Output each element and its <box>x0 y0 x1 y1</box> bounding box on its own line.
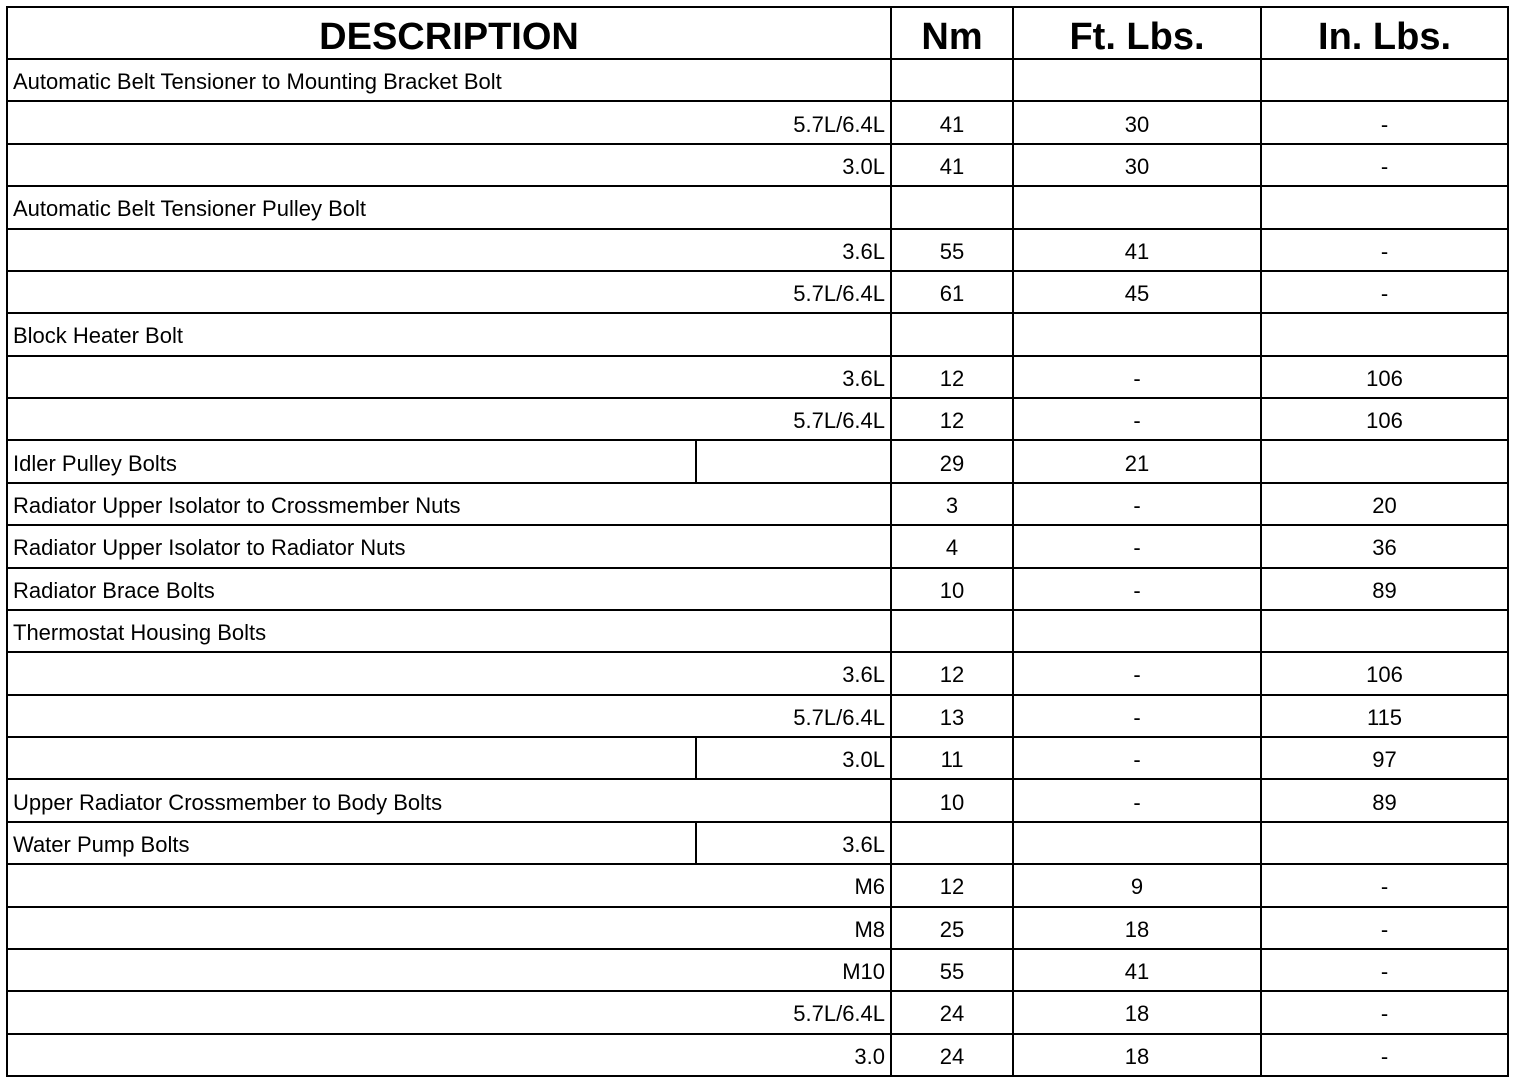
header-nm: Nm <box>891 7 1013 59</box>
cell-ft-lbs: - <box>1013 568 1261 610</box>
cell-ft-lbs <box>1013 313 1261 355</box>
cell-ft-lbs: - <box>1013 525 1261 567</box>
row-variant: 3.0L <box>7 144 891 186</box>
table-row <box>7 822 1508 864</box>
row-variant: M6 <box>7 864 891 906</box>
table-row <box>7 864 1508 906</box>
cell-in-lbs <box>1261 59 1508 101</box>
cell-ft-lbs: 18 <box>1013 1034 1261 1076</box>
row-description: Automatic Belt Tensioner Pulley Bolt <box>7 186 891 228</box>
cell-in-lbs <box>1261 186 1508 228</box>
cell-ft-lbs: 30 <box>1013 144 1261 186</box>
row-variant: 3.6L <box>7 652 891 694</box>
cell-nm: 24 <box>891 991 1013 1033</box>
cell-ft-lbs: 41 <box>1013 229 1261 271</box>
cell-nm: 25 <box>891 907 1013 949</box>
row-description <box>7 737 696 779</box>
table-row <box>7 440 1508 482</box>
table-header-row <box>7 7 1508 59</box>
cell-in-lbs: - <box>1261 271 1508 313</box>
cell-in-lbs: 89 <box>1261 568 1508 610</box>
header-in-lbs: In. Lbs. <box>1261 7 1508 59</box>
cell-ft-lbs: - <box>1013 737 1261 779</box>
cell-nm: 41 <box>891 101 1013 143</box>
cell-ft-lbs <box>1013 186 1261 228</box>
cell-nm: 41 <box>891 144 1013 186</box>
table-row <box>7 186 1508 228</box>
cell-in-lbs: - <box>1261 991 1508 1033</box>
cell-nm <box>891 59 1013 101</box>
table-row <box>7 695 1508 737</box>
cell-in-lbs: - <box>1261 101 1508 143</box>
cell-in-lbs: 97 <box>1261 737 1508 779</box>
table-row <box>7 610 1508 652</box>
table-row <box>7 271 1508 313</box>
cell-nm: 12 <box>891 398 1013 440</box>
cell-in-lbs: 89 <box>1261 779 1508 821</box>
header-description: DESCRIPTION <box>7 7 891 59</box>
cell-in-lbs: 106 <box>1261 398 1508 440</box>
cell-nm: 55 <box>891 949 1013 991</box>
table-row <box>7 229 1508 271</box>
cell-in-lbs: 106 <box>1261 356 1508 398</box>
cell-ft-lbs: - <box>1013 652 1261 694</box>
cell-ft-lbs <box>1013 59 1261 101</box>
cell-nm: 24 <box>891 1034 1013 1076</box>
cell-nm: 12 <box>891 356 1013 398</box>
row-variant: M10 <box>7 949 891 991</box>
row-variant <box>696 440 891 482</box>
row-variant: 5.7L/6.4L <box>7 101 891 143</box>
table-row <box>7 568 1508 610</box>
cell-ft-lbs: 18 <box>1013 991 1261 1033</box>
cell-nm: 11 <box>891 737 1013 779</box>
cell-in-lbs: - <box>1261 144 1508 186</box>
cell-nm: 10 <box>891 779 1013 821</box>
row-description: Upper Radiator Crossmember to Body Bolts <box>7 779 891 821</box>
row-description: Radiator Upper Isolator to Radiator Nuts <box>7 525 891 567</box>
table-row <box>7 59 1508 101</box>
row-variant: M8 <box>7 907 891 949</box>
cell-ft-lbs <box>1013 610 1261 652</box>
cell-nm: 12 <box>891 652 1013 694</box>
cell-ft-lbs: 30 <box>1013 101 1261 143</box>
row-variant: 3.6L <box>7 229 891 271</box>
row-description: Idler Pulley Bolts <box>7 440 696 482</box>
cell-in-lbs: 36 <box>1261 525 1508 567</box>
cell-nm: 55 <box>891 229 1013 271</box>
table-row <box>7 652 1508 694</box>
cell-in-lbs: 106 <box>1261 652 1508 694</box>
table-row <box>7 101 1508 143</box>
row-description: Water Pump Bolts <box>7 822 696 864</box>
cell-ft-lbs: - <box>1013 398 1261 440</box>
row-variant: 5.7L/6.4L <box>7 695 891 737</box>
cell-in-lbs: 20 <box>1261 483 1508 525</box>
row-variant: 3.0L <box>696 737 891 779</box>
row-variant: 5.7L/6.4L <box>7 991 891 1033</box>
row-variant: 3.0 <box>7 1034 891 1076</box>
cell-in-lbs: - <box>1261 907 1508 949</box>
table-row <box>7 1034 1508 1076</box>
table-row <box>7 949 1508 991</box>
cell-ft-lbs: - <box>1013 483 1261 525</box>
cell-in-lbs: - <box>1261 1034 1508 1076</box>
row-description: Radiator Upper Isolator to Crossmember Nuts <box>7 483 891 525</box>
table-row <box>7 483 1508 525</box>
row-description: Radiator Brace Bolts <box>7 568 891 610</box>
table-row <box>7 313 1508 355</box>
row-description: Thermostat Housing Bolts <box>7 610 891 652</box>
cell-nm <box>891 313 1013 355</box>
cell-ft-lbs: 45 <box>1013 271 1261 313</box>
cell-nm: 4 <box>891 525 1013 567</box>
cell-in-lbs <box>1261 313 1508 355</box>
row-variant: 5.7L/6.4L <box>7 271 891 313</box>
cell-nm: 13 <box>891 695 1013 737</box>
table-row <box>7 525 1508 567</box>
cell-nm <box>891 610 1013 652</box>
table-row <box>7 144 1508 186</box>
torque-specifications-table <box>6 6 1509 1077</box>
header-ft-lbs: Ft. Lbs. <box>1013 7 1261 59</box>
cell-in-lbs: - <box>1261 864 1508 906</box>
cell-ft-lbs: - <box>1013 356 1261 398</box>
row-variant: 3.6L <box>696 822 891 864</box>
cell-ft-lbs: 18 <box>1013 907 1261 949</box>
cell-in-lbs <box>1261 440 1508 482</box>
row-description: Automatic Belt Tensioner to Mounting Bracket Bolt <box>7 59 891 101</box>
cell-nm: 10 <box>891 568 1013 610</box>
cell-in-lbs: 115 <box>1261 695 1508 737</box>
cell-ft-lbs: 9 <box>1013 864 1261 906</box>
cell-ft-lbs: 41 <box>1013 949 1261 991</box>
cell-in-lbs: - <box>1261 949 1508 991</box>
cell-nm <box>891 822 1013 864</box>
table-row <box>7 779 1508 821</box>
cell-ft-lbs <box>1013 822 1261 864</box>
cell-nm <box>891 186 1013 228</box>
cell-in-lbs: - <box>1261 229 1508 271</box>
cell-ft-lbs: - <box>1013 695 1261 737</box>
row-variant: 5.7L/6.4L <box>7 398 891 440</box>
cell-in-lbs <box>1261 610 1508 652</box>
cell-nm: 29 <box>891 440 1013 482</box>
cell-nm: 61 <box>891 271 1013 313</box>
cell-ft-lbs: 21 <box>1013 440 1261 482</box>
table-row <box>7 356 1508 398</box>
row-variant: 3.6L <box>7 356 891 398</box>
table-row <box>7 907 1508 949</box>
cell-nm: 3 <box>891 483 1013 525</box>
cell-nm: 12 <box>891 864 1013 906</box>
table-row <box>7 398 1508 440</box>
table-row <box>7 991 1508 1033</box>
row-description: Block Heater Bolt <box>7 313 891 355</box>
table-row <box>7 737 1508 779</box>
cell-in-lbs <box>1261 822 1508 864</box>
cell-ft-lbs: - <box>1013 779 1261 821</box>
